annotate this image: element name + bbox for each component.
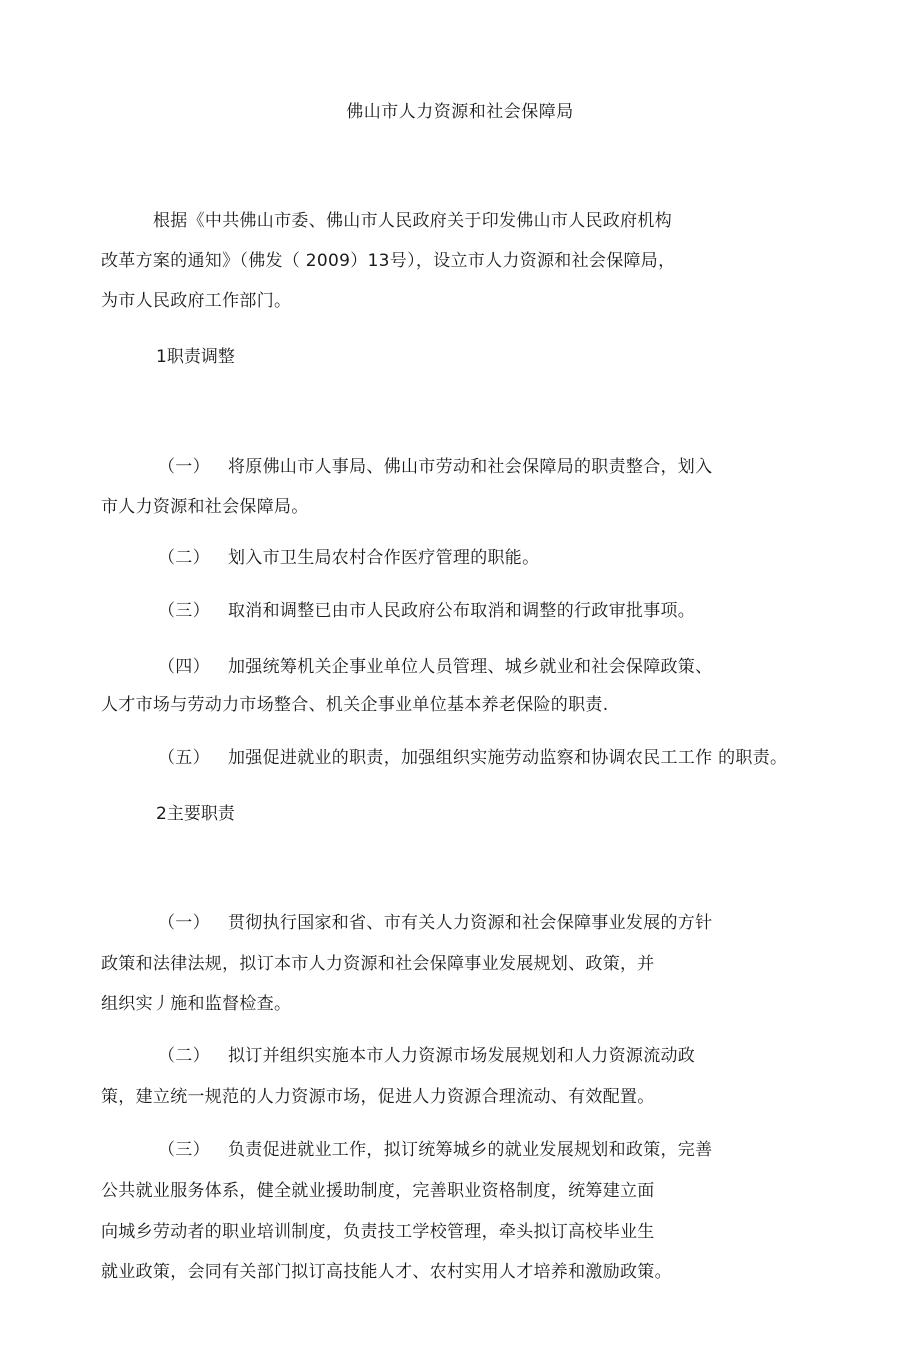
intro-line-3: 为市人民政府工作部门。: [101, 291, 292, 311]
item-text: 加强促进就业的职责，加强组织实施劳动监察和协调农民工工作 的职责。: [228, 748, 788, 768]
item-marker: （三）: [158, 601, 210, 621]
section-2-item-3-line-1: [158, 1139, 712, 1161]
intro-line-2: 改革方案的通知》（佛发（ 2009）13号），设立市人力资源和社会保障局，: [101, 251, 676, 271]
section-2-item-2-line-2: 策，建立统一规范的人力资源市场，促进人力资源合理流动、有效配置。: [101, 1087, 655, 1107]
section-1-item-1-line-1: [158, 456, 712, 478]
section-1-item-2: [158, 547, 539, 569]
item-marker: （一）: [158, 913, 210, 933]
item-text: 拟订并组织实施本市人力资源市场发展规划和人力资源流动政: [228, 1046, 696, 1066]
item-text: 取消和调整已由市人民政府公布取消和调整的行政审批事项。: [228, 601, 696, 621]
section-2-item-1-line-2: 政策和法律法规，拟订本市人力资源和社会保障事业发展规划、政策，并: [101, 954, 655, 974]
section-2-item-3-line-4: 就业政策，会同有关部门拟订高技能人才、农村实用人才培养和激励政策。: [101, 1262, 672, 1282]
item-text: 贯彻执行国家和省、市有关人力资源和社会保障事业发展的方针: [228, 913, 713, 933]
section-1-item-1-line-2: 市人力资源和社会保障局。: [101, 497, 309, 517]
section-2-item-2-line-1: [158, 1045, 695, 1067]
section-1-item-3: [158, 600, 695, 622]
item-text: 负责促进就业工作，拟订统筹城乡的就业发展规划和政策，完善: [228, 1140, 713, 1160]
section-2-item-3-line-3: 向城乡劳动者的职业培训制度，负责技工学校管理，牵头拟订高校毕业生: [101, 1222, 655, 1242]
section-1-item-4-line-1: [158, 656, 712, 678]
section-2-heading: 2主要职责: [156, 804, 235, 824]
section-2-item-1-line-3: 组织实丿施和监督检查。: [101, 994, 292, 1014]
item-text: 划入市卫生局农村合作医疗管理的职能。: [228, 548, 540, 568]
item-marker: （五）: [158, 748, 210, 768]
item-marker: （二）: [158, 548, 210, 568]
section-1-heading: 1职责调整: [156, 347, 235, 367]
item-marker: （一）: [158, 457, 210, 477]
item-marker: （三）: [158, 1140, 210, 1160]
item-text: 将原佛山市人事局、佛山市劳动和社会保障局的职责整合，划入: [228, 457, 713, 477]
intro-line-1: 根据《中共佛山市委、佛山市人民政府关于印发佛山市人民政府机构: [153, 211, 672, 231]
item-marker: （二）: [158, 1046, 210, 1066]
item-marker: （四）: [158, 657, 210, 677]
section-2-item-3-line-2: 公共就业服务体系，健全就业援助制度，完善职业资格制度，统筹建立面: [101, 1181, 655, 1201]
item-text: 加强统筹机关企事业单位人员管理、城乡就业和社会保障政策、: [228, 657, 713, 677]
document-title: 佛山市人力资源和社会保障局: [346, 102, 574, 122]
section-1-item-5: [158, 747, 787, 769]
section-2-item-1-line-1: [158, 912, 712, 934]
section-1-item-4-line-2: 人才市场与劳动力市场整合、机关企事业单位基本养老保险的职责.: [101, 695, 609, 715]
